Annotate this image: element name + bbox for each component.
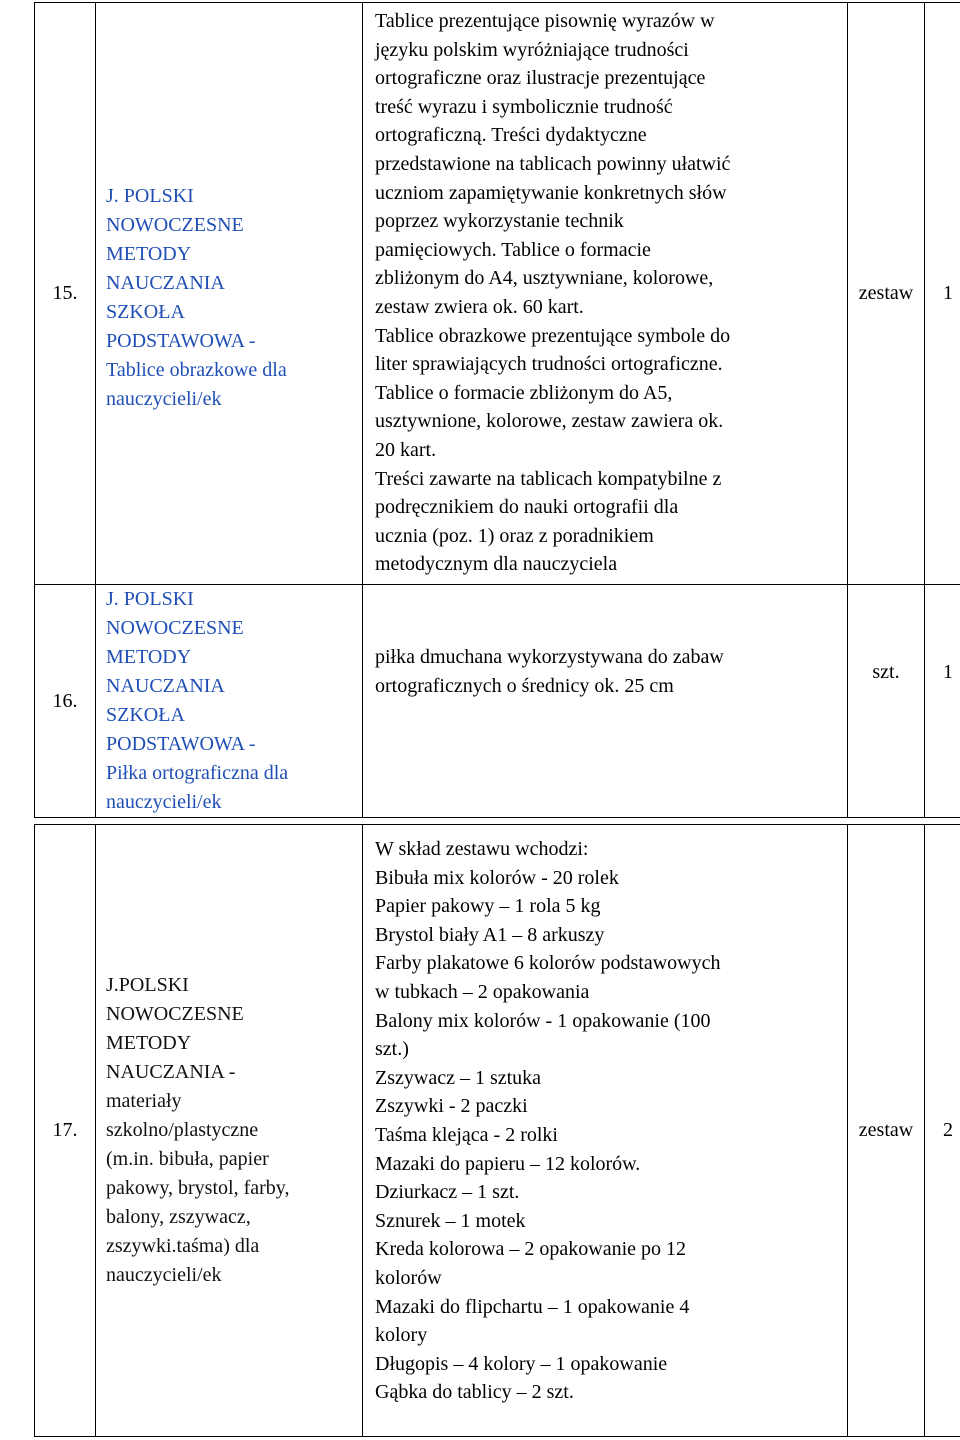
table-row-17 [35, 825, 960, 1437]
desc-line: piłka dmuchana wykorzystywana do zabaw [375, 646, 724, 668]
desc-line: W skład zestawu wchodzi: [375, 838, 589, 860]
desc-line: Tablice obrazkowe prezentujące symbole do [375, 324, 731, 347]
row-number: 15. [35, 3, 96, 585]
item-description [363, 3, 848, 585]
desc-line: Bibuła mix kolorów - 20 rolek [375, 866, 619, 889]
desc-line: Gąbka do tablicy – 2 szt. [375, 1381, 574, 1404]
item-name-line: METODY [106, 242, 192, 265]
desc-line: zestaw zwiera ok. 60 kart. [375, 295, 584, 318]
desc-line: Taśma klejąca - 2 rolki [375, 1123, 558, 1146]
item-name [96, 3, 363, 585]
item-name-line: SZKOŁA [106, 704, 185, 726]
item-name-line: SZKOŁA [106, 300, 185, 323]
desc-line: Zszywki - 2 paczki [375, 1095, 528, 1118]
desc-line: w tubkach – 2 opakowania [375, 980, 590, 1003]
desc-line: Sznurek – 1 motek [375, 1209, 526, 1232]
item-name-line: (m.in. bibuła, papier [106, 1148, 269, 1170]
quantity: 2 [925, 825, 960, 1437]
desc-line: kolorów [375, 1266, 442, 1289]
item-name-line: J.POLSKI [106, 974, 189, 996]
desc-line: ortograficzną. Treści dydaktyczne [375, 124, 647, 147]
item-name-line: materiały [106, 1090, 182, 1112]
quantity: 1 [925, 3, 960, 585]
item-name-line: NOWOCZESNE [106, 213, 244, 236]
item-name-line: NOWOCZESNE [106, 1003, 244, 1025]
item-name-line: METODY [106, 1032, 192, 1054]
desc-line: poprzez wykorzystanie technik [375, 210, 624, 233]
item-name-line: PODSTAWOWA - [106, 733, 256, 755]
desc-line: uczniom zapamiętywanie konkretnych słów [375, 181, 727, 204]
unit-of-measure: szt. [848, 585, 925, 818]
item-name-line: METODY [106, 646, 192, 668]
desc-line: szt.) [375, 1038, 409, 1061]
desc-line: Mazaki do papieru – 12 kolorów. [375, 1152, 641, 1175]
unit-of-measure: zestaw [848, 3, 925, 585]
item-name-line: NAUCZANIA [106, 675, 225, 697]
item-name [96, 585, 363, 818]
desc-line: kolory [375, 1324, 428, 1347]
item-description [363, 585, 848, 818]
desc-line: Dziurkacz – 1 szt. [375, 1181, 520, 1204]
desc-line: Mazaki do flipchartu – 1 opakowanie 4 [375, 1295, 690, 1318]
item-name-line: nauczycieli/ek [106, 791, 222, 813]
quantity: 1 [925, 585, 960, 818]
desc-line: metodycznym dla nauczyciela [375, 553, 618, 576]
row-number: 17. [35, 825, 96, 1437]
item-name [96, 825, 363, 1437]
item-name-line: PODSTAWOWA - [106, 329, 256, 352]
desc-line: przedstawione na tablicach powinny ułatwić [375, 152, 731, 175]
desc-line: Długopis – 4 kolory – 1 opakowanie [375, 1352, 668, 1375]
table-row-15 [35, 3, 960, 585]
desc-line: usztywnione, kolorowe, zestaw zawiera ok. [375, 410, 724, 433]
desc-line: Kreda kolorowa – 2 opakowanie po 12 [375, 1238, 687, 1261]
procurement-table-lower [34, 824, 960, 1437]
item-name-line: NAUCZANIA [106, 271, 225, 294]
item-name-line: J. POLSKI [106, 588, 194, 610]
item-name-line: balony, zszywacz, [106, 1206, 251, 1228]
item-name-line: J. POLSKI [106, 184, 194, 207]
desc-line: Tablice prezentujące pisownię wyrazów w [375, 10, 715, 32]
item-name-line: NOWOCZESNE [106, 617, 244, 639]
unit-of-measure: zestaw [848, 825, 925, 1437]
desc-line: zbliżonym do A4, usztywniane, kolorowe, [375, 267, 714, 290]
procurement-table-upper [34, 2, 960, 818]
item-name-line: nauczycieli/ek [106, 1264, 222, 1286]
desc-line: Balony mix kolorów - 1 opakowanie (100 [375, 1009, 711, 1032]
desc-line: ucznia (poz. 1) oraz z poradnikiem [375, 524, 654, 547]
desc-line: liter sprawiających trudności ortograficzne. [375, 353, 723, 376]
item-name-line: pakowy, brystol, farby, [106, 1177, 290, 1199]
desc-line: treść wyrazu i symbolicznie trudność [375, 95, 673, 118]
desc-line: podręcznikiem do nauki ortografii dla [375, 496, 679, 519]
item-name-line: nauczycieli/ek [106, 387, 222, 410]
desc-line: Papier pakowy – 1 rola 5 kg [375, 895, 601, 918]
item-name-line: Tablice obrazkowe dla [106, 358, 287, 381]
row-number: 16. [35, 585, 96, 818]
desc-line: języku polskim wyróżniające trudności [375, 38, 689, 61]
item-name-line: zszywki.taśma) dla [106, 1235, 260, 1257]
desc-line: ortograficznych o średnicy ok. 25 cm [375, 674, 674, 697]
desc-line: Farby plakatowe 6 kolorów podstawowych [375, 952, 721, 975]
table-row-16 [35, 585, 960, 818]
desc-line: pamięciowych. Tablice o formacie [375, 238, 651, 261]
desc-line: 20 kart. [375, 438, 437, 461]
item-name-line: Piłka ortograficzna dla [106, 762, 289, 784]
item-name-line: NAUCZANIA - [106, 1061, 236, 1083]
desc-line: Tablice o formacie zbliżonym do A5, [375, 381, 673, 404]
item-name-line: szkolno/plastyczne [106, 1119, 259, 1141]
desc-line: Treści zawarte na tablicach kompatybilne z [375, 467, 722, 490]
desc-line: Zszywacz – 1 sztuka [375, 1066, 542, 1089]
item-description [363, 825, 848, 1437]
desc-line: Brystol biały A1 – 8 arkuszy [375, 923, 605, 946]
desc-line: ortograficzne oraz ilustracje prezentujące [375, 67, 706, 90]
